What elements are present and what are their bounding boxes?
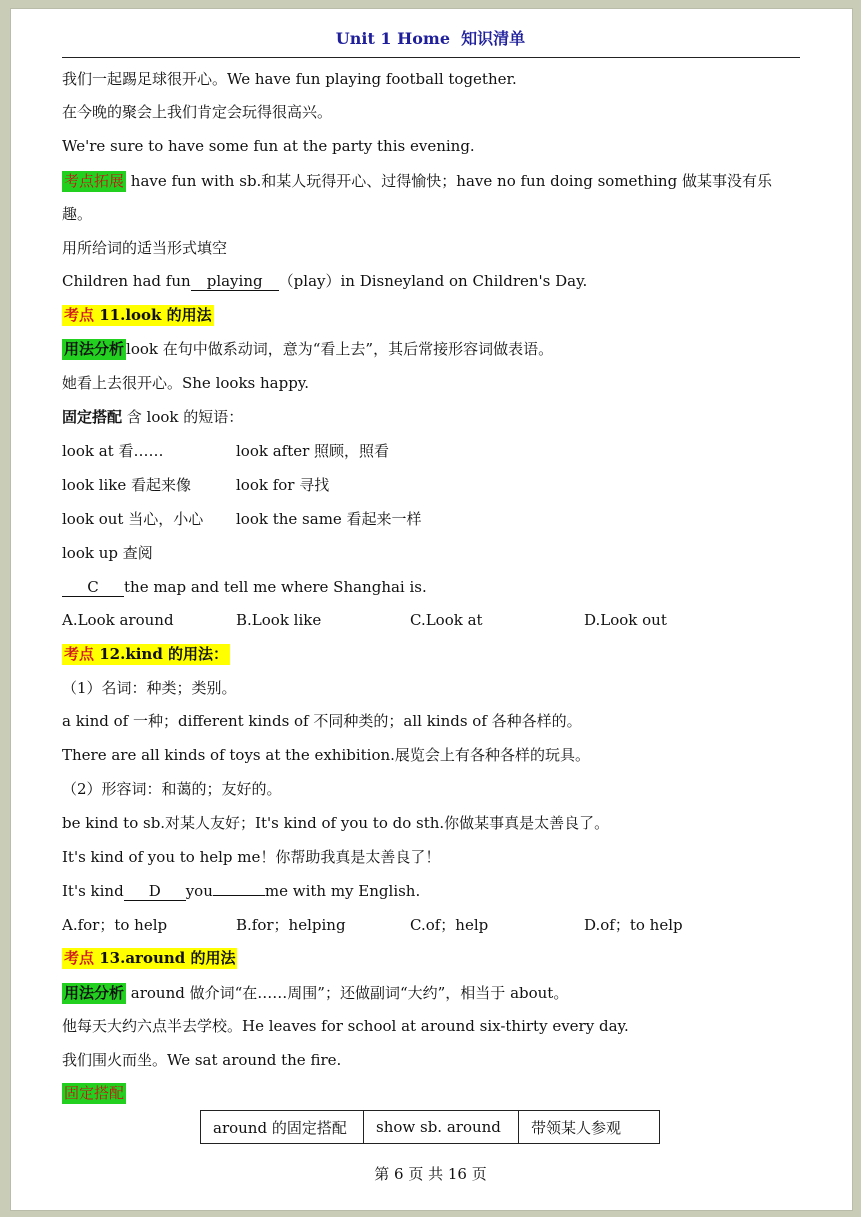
header-title: Unit 1 Home [335, 29, 451, 48]
section-heading-11 [62, 305, 214, 325]
text-line: （1）名词：种类；类别。 [62, 679, 237, 697]
option-c: C.Look at [410, 611, 483, 629]
option-c: C.of；help [410, 916, 489, 934]
section-title: 11.look 的用法 [94, 306, 212, 324]
text-line: （2）形容词：和蔼的；友好的。 [62, 780, 282, 798]
usage-tag: 用法分析 [64, 984, 125, 1002]
text-span: have fun with sb.和某人玩得开心、过得愉快；have no fun doing something 做某事没有乐 [126, 172, 772, 190]
phrase-item: look like 看起来像 [62, 476, 192, 494]
extension-tag: 考点拓展 [64, 172, 125, 190]
table-cell: 带领某人参观 [519, 1111, 660, 1144]
choice-question [62, 577, 427, 597]
phrase-item: look out 当心，小心 [62, 510, 204, 528]
page-footer: 第 6 页 共 16 页 [374, 1165, 487, 1183]
section-title: 12.kind 的用法： [94, 645, 229, 663]
text-line [62, 1083, 126, 1103]
section-tag [62, 644, 230, 665]
tag-prefix: 考点 [64, 645, 95, 663]
page-header [0, 26, 861, 49]
text-line: 他每天大约六点半去学校。He leaves for school at around six-thirty every day. [62, 1017, 629, 1035]
header-rule [62, 57, 800, 58]
fill-blank-question [62, 271, 587, 291]
table-cell: around 的固定搭配 [201, 1111, 364, 1144]
option-a: A.Look around [62, 611, 174, 629]
section-tag [62, 305, 214, 326]
option-a: A.for；to help [62, 916, 168, 934]
answer-blank-2 [213, 895, 265, 896]
phrase-item: look the same 看起来一样 [236, 510, 422, 528]
text-span: 含 look 的短语： [122, 408, 244, 426]
phrase-item: look at 看…… [62, 442, 164, 460]
text-line [62, 171, 772, 191]
text-line: 我们围火而坐。We sat around the fire. [62, 1051, 342, 1069]
question-text: the map and tell me where Shanghai is. [124, 578, 427, 596]
question-text: me with my English. [264, 882, 421, 900]
question-text: It's kind [62, 882, 124, 900]
phrase-item: look after 照顾，照看 [236, 442, 390, 460]
phrase-item: look up 查阅 [62, 544, 153, 562]
text-line: 用所给词的适当形式填空 [62, 239, 228, 257]
table-cell: show sb. around [364, 1111, 519, 1144]
option-d: D.of；to help [584, 916, 683, 934]
section-tag [62, 948, 237, 969]
tag-prefix: 考点 [64, 306, 95, 324]
text-line [62, 339, 553, 359]
text-line [62, 983, 568, 1003]
section-heading-12 [62, 644, 230, 664]
usage-tag: 用法分析 [64, 340, 125, 358]
phrase-tag: 固定搭配 [64, 1084, 125, 1102]
answer-blank: playing [191, 272, 279, 291]
tag-prefix: 考点 [64, 949, 95, 967]
header-title-cn: 知识清单 [461, 29, 526, 48]
table-row [201, 1111, 660, 1144]
answer-blank: C [62, 578, 124, 597]
text-span: around 做介词“在……周围”；还做副词“大约”，相当于 about。 [126, 984, 569, 1002]
question-text: Children had fun [62, 272, 191, 290]
text-line [62, 407, 243, 427]
text-line: We're sure to have some fun at the party this evening. [62, 137, 475, 155]
phrase-tag: 固定搭配 [62, 408, 123, 426]
text-span: look 在句中做系动词，意为“看上去”，其后常接形容词做表语。 [126, 340, 554, 358]
text-line: 她看上去很开心。She looks happy. [62, 374, 310, 392]
text-line: 趣。 [62, 205, 93, 223]
choice-question [62, 881, 420, 901]
option-d: D.Look out [584, 611, 667, 629]
phrase-item: look for 寻找 [236, 476, 330, 494]
text-line: It's kind of you to help me！你帮助我真是太善良了！ [62, 848, 441, 866]
text-line: a kind of 一种；different kinds of 不同种类的；all kinds of 各种各样的。 [62, 712, 582, 730]
text-line: 在今晚的聚会上我们肯定会玩得很高兴。 [62, 103, 333, 121]
section-heading-13 [62, 948, 237, 968]
question-text: （play）in Disneyland on Children's Day. [278, 272, 588, 290]
option-b: B.for；helping [236, 916, 346, 934]
option-b: B.Look like [236, 611, 322, 629]
text-line: There are all kinds of toys at the exhibition.展览会上有各种各样的玩具。 [62, 746, 590, 764]
answer-blank: D [124, 882, 186, 901]
question-text: you [185, 882, 213, 900]
text-line: be kind to sb.对某人友好；It's kind of you to do sth.你做某事真是太善良了。 [62, 814, 610, 832]
section-title: 13.around 的用法 [94, 949, 236, 967]
text-line: 我们一起踢足球很开心。We have fun playing football together. [62, 70, 517, 88]
phrase-table [200, 1110, 660, 1144]
